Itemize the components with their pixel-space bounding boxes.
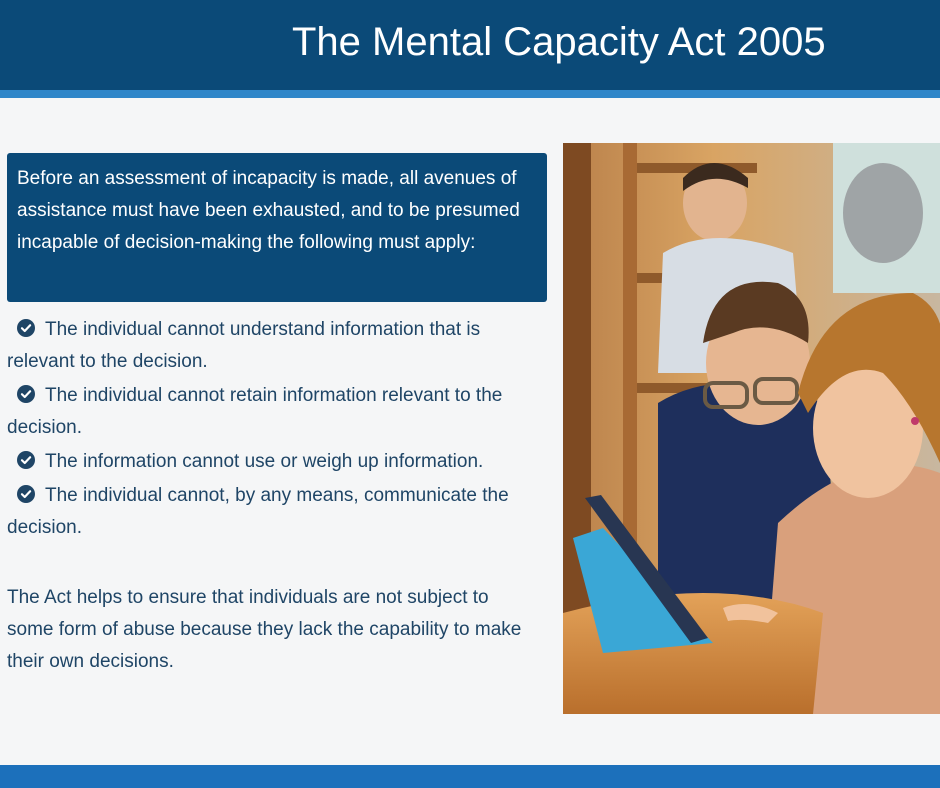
check-circle-icon xyxy=(17,319,35,337)
intro-callout: Before an assessment of incapacity is made, all avenues of assistance must have been exhausted, and to be presumed incapable of decision-making the following must apply: xyxy=(7,153,547,302)
photo-illustration xyxy=(563,143,940,714)
header-accent-stripe xyxy=(0,90,940,98)
criteria-text: The information cannot use or weigh up information. xyxy=(45,451,484,472)
check-circle-icon xyxy=(17,485,35,503)
criteria-text: The individual cannot understand information that is relevant to the decision. xyxy=(7,319,481,372)
page-title: The Mental Capacity Act 2005 xyxy=(292,20,826,64)
list-item xyxy=(7,446,552,478)
check-circle-icon xyxy=(17,451,35,469)
check-circle-icon xyxy=(17,385,35,403)
list-item xyxy=(7,380,552,444)
list-item xyxy=(7,314,552,378)
criteria-text: The individual cannot, by any means, communicate the decision. xyxy=(7,485,509,538)
summary-paragraph: The Act helps to ensure that individuals are not subject to some form of abuse because they lack the capability to make their own decisions. xyxy=(7,587,522,672)
criteria-list xyxy=(7,314,552,546)
photo-people-using-tablet xyxy=(563,143,940,714)
criteria-text: The individual cannot retain information relevant to the decision. xyxy=(7,385,503,438)
list-item xyxy=(7,480,552,544)
footer-bar xyxy=(0,765,940,788)
